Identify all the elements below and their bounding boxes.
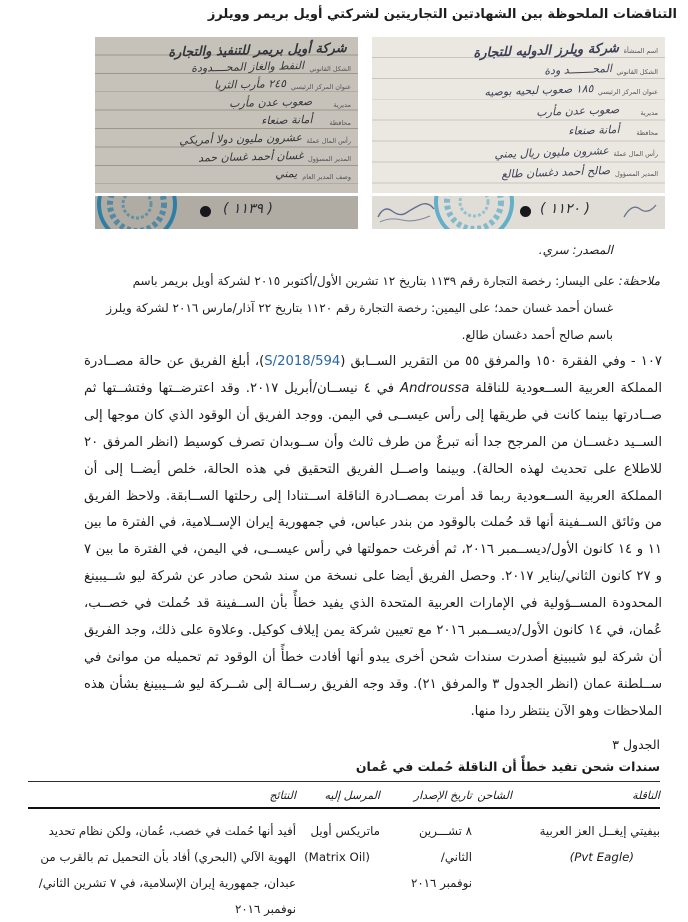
issue-date-line1: ٨ تشـــرين الثاني/: [418, 824, 472, 864]
form-field-label: عنوان المركز الرئيسي: [290, 83, 351, 91]
handwritten-value: ٢٤٥ مأرب الثريا: [214, 76, 287, 92]
handwriting-scribble: [620, 197, 660, 225]
handwritten-value: أمانة صنعاء: [260, 112, 313, 128]
shipping-table: [28, 781, 660, 922]
form-row: [99, 166, 351, 184]
form-row: [376, 102, 658, 123]
issue-date-line2: نوفمبر ٢٠١٦: [410, 876, 472, 890]
scan-paper: [95, 37, 358, 193]
scan-wellers-certificate: [372, 37, 665, 229]
form-row: [99, 148, 351, 166]
note-line: باسم صالح أحمد دغسان طالع.: [461, 328, 613, 342]
tanker-name-arabic: بيفيتي إيغــل العز العربية: [539, 824, 660, 838]
table-number: الجدول ٣: [612, 737, 660, 752]
handwritten-value: صعوب عدن مأرب: [536, 102, 620, 119]
consignee-name-latin: (Matrix Oil): [304, 850, 370, 864]
scan-oil-bremer-certificate: [95, 37, 358, 229]
form-field-label: مديرية: [640, 108, 658, 117]
note-text: على اليسار: رخصة التجارة رقم ١١٣٩ بتاريخ ١٢ تشرين الأول/أكتوبر ٢٠١٥ لشركة أويل بريمر باسم: [132, 274, 615, 288]
stamp-strip: [95, 196, 358, 229]
column-header-issue-date: تاريخ الإصدار: [380, 782, 472, 809]
paragraph-text: ١٠٧ - وفي الفقرة ١٥٠ والمرفق ٥٥ من التقرير الســابق (: [340, 354, 662, 369]
source-value: سري.: [538, 243, 569, 257]
table-caption: سندات شحن تفيد خطأً أن الناقلة حُملت في عُمان: [355, 759, 660, 774]
form-row: [376, 40, 658, 61]
form-field-label: محافظة: [329, 119, 351, 127]
source-line: [539, 243, 613, 257]
column-header-tanker: الناقلة: [512, 782, 660, 809]
column-header-consignee: المرسل إليه: [296, 782, 380, 809]
form-row: [376, 122, 658, 143]
form-row: [99, 58, 351, 76]
form-field-label: محافظة: [636, 129, 658, 137]
note-line: [80, 268, 660, 295]
body-paragraph-107: [84, 349, 662, 726]
handwritten-value: صالح أحمد دغسان طالع: [501, 163, 611, 181]
tanker-name-latin: (Pvt Eagle): [569, 850, 634, 864]
cell-shipper: [472, 808, 512, 922]
form-row: [99, 112, 351, 130]
table-header-row: [28, 782, 660, 809]
consignee-name-arabic: ماتريكس أويل: [310, 824, 380, 838]
handwritten-value: المحـــــــد ودة: [543, 61, 612, 77]
form-row: [376, 163, 658, 184]
official-stamp-icon: [95, 196, 187, 229]
certificate-scans: [0, 37, 688, 232]
source-label: المصدر:: [572, 243, 613, 257]
form-row: [376, 143, 658, 164]
handwritten-value: أمانة صنعاء: [567, 122, 620, 138]
handwritten-value: عشرون مليون ريال يمني: [493, 143, 609, 161]
note-line: غسان أحمد غسان حمد؛ على اليمين: رخصة التجارة رقم ١١٢٠ بتاريخ ٢٢ آذار/مارس ٢٠١٦ لشركة ويلرز: [106, 301, 613, 315]
form-field-label: المدير المسؤول: [615, 170, 658, 178]
form-field-label: المدير المسؤول: [308, 155, 351, 163]
note-block: [80, 268, 660, 349]
official-stamp-icon: [424, 196, 524, 229]
cell-findings: أفيد أنها حُملت في خصب، عُمان، ولكن نظام تحديد الهوية الآلي (البحري) أفاد بأن التحميل تم بالقرب من عبدان، جمهورية إيران الإسلامية، في ٧ تشرين الثاني/نوفمبر ٢٠١٦: [38, 824, 296, 916]
form-field-label: الشكل القانوني: [309, 65, 351, 73]
cell-consignee: [296, 808, 380, 922]
form-field-label: وصف المدير العام: [302, 173, 351, 181]
form-field-label: الشكل القانوني: [616, 67, 658, 76]
handwritten-value: النفط والغاز المحــــدودة: [191, 58, 305, 75]
handwritten-value: عشرون مليون دولا أمريكي: [178, 130, 302, 147]
vessel-name: Androussa: [400, 380, 470, 396]
column-header-shipper: الشاحن: [472, 782, 512, 809]
form-row: [99, 76, 351, 94]
column-header-findings: النتائج: [28, 782, 296, 809]
paragraph-text: )، أبلغ الفريق عن حالة مصــادرة المملكة العربية الســعودية للناقلة: [84, 354, 662, 396]
form-row: [376, 61, 658, 82]
handwritten-value: ١٨٥ صعوب لبحيه بوصيه: [483, 81, 594, 99]
registry-dot: [200, 206, 211, 217]
handwritten-value: شركة ويلرز الدوليه للتجارة: [473, 40, 620, 62]
report-link[interactable]: S/2018/594: [264, 354, 341, 369]
table-row: [28, 808, 660, 922]
licence-number: ( ١١٢٠ ): [540, 201, 590, 217]
paragraph-text: في ٤ نيســان/أبريل ٢٠١٧. وقد اعترضــتها وفتشــتها ثم صــادرتها بينما كانت في طريقها إلى رأس عيســى في اليمن. ووجد الفريق أن الوقود الذي كان موجها إلى الســيد دغســان من المرجح جدا أنه تبرعٌ من طرف ثالث وأن ســوبدان تصرف كوسيط (انظر المرفق ٢٠ للاطلاع على تحديث لهذه الحالة). وبينما واصــل الفريق التحقيق في هذه الحالة، خلص أيضــا إلى أن المملكة العربية الســعودية ربما قد أمرت بمصــادرة الناقلة اســتنادا إلى رحلتها الســابقة. ولاحظ الفريق من وثائق الســفينة أنها قد حُملت بالوقود من بندر عباس، في جمهورية إيران الإســلامية، في الفترة ما بين ١١ و ١٤ كانون الأول/ديســمبر ٢٠١٦، ثم أفرغت حمولتها في رأس عيســى، في اليمن، في الفترة ما بين ٧ و ٢٧ كانون الثاني/يناير ٢٠١٧. وحصل الفريق أيضا على نسخة من سند شحن صادر عن شركة ليو شــيبينغ المحدودة المســؤولية في الإمارات العربية المتحدة الذي يفيد خطأً بأن الســفينة قد حُملت في خصــب، عُمان، في ١٤ كانون الأول/ديســمبر ٢٠١٦ مع تعيين شركة يمن إيلاف كوكيل. وعلاوة على ذلك، وجد الفريق أن شركة ليو شيبينغ أصدرت سندات شحن أخرى يبدو أنها أفادت خطأً أن الوقود تم تحميله من موانئ في ســلطنة عمان (انظر الجدول ٣ والمرفق ٢١). وقد وجه الفريق رســالة إلى شــركة ليو شــيبينغ بشأن هذه الملاحظات وهو الآن ينتظر ردا منها.: [84, 380, 662, 719]
note-label: ملاحظة:: [618, 274, 660, 288]
form-row: [99, 130, 351, 148]
form-row: [99, 40, 351, 61]
handwritten-value: شركة أويل بريمر للتنفيذ والتجارة: [167, 40, 347, 61]
form-field-label: مديرية: [333, 101, 351, 109]
form-field-label: رأس المال عملة: [306, 137, 351, 145]
handwritten-value: غسان أحمد غسان حمد: [197, 148, 304, 165]
form-field-label: عنوان المركز الرئيسي: [597, 88, 658, 96]
form-field-label: اسم المنشأة: [623, 47, 658, 55]
form-field-label: رأس المال عملة: [613, 149, 658, 158]
cell-issue-date: [380, 808, 472, 922]
licence-number: ( ١١٣٩ ): [223, 201, 273, 217]
handwritten-value: صعوب عدن مأرب: [229, 94, 313, 111]
scan-paper: [372, 37, 665, 193]
handwritten-value: يمني: [275, 166, 298, 181]
form-row: [99, 94, 351, 112]
stamp-strip: [372, 196, 665, 229]
cell-tanker: [512, 808, 660, 922]
registry-dot: [520, 206, 531, 217]
page-title: التناقضات الملحوظة بين الشهادتين التجاريتين لشركتي أويل بريمر وويلرز: [207, 7, 677, 22]
form-row: [376, 81, 658, 102]
